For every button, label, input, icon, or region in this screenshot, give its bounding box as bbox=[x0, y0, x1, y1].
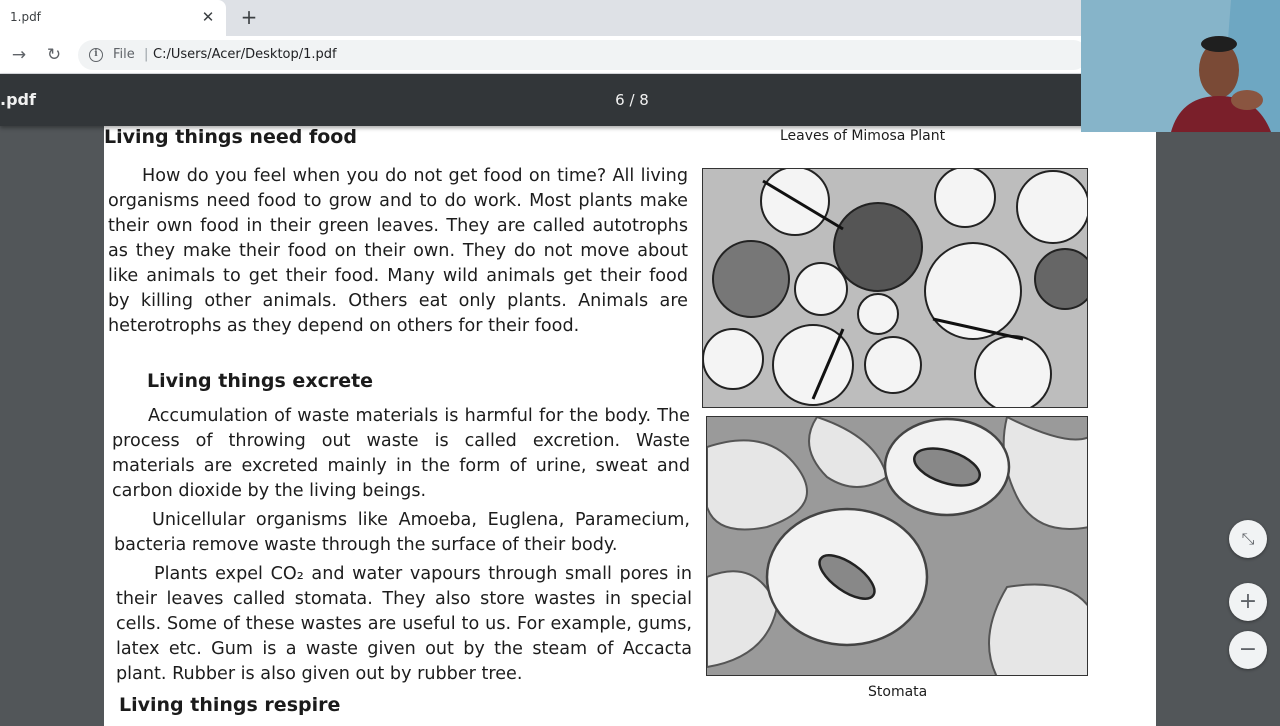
tab-title: 1.pdf bbox=[10, 10, 41, 24]
zoom-out-button[interactable]: − bbox=[1229, 631, 1267, 669]
presenter-avatar bbox=[1081, 0, 1280, 132]
heading-food: Living things need food bbox=[104, 126, 357, 148]
url-text[interactable]: C:/Users/Acer/Desktop/1.pdf bbox=[153, 47, 337, 62]
document-title: .pdf bbox=[0, 90, 36, 109]
info-icon[interactable]: i bbox=[89, 48, 103, 62]
figure-stomata bbox=[706, 416, 1088, 676]
paragraph-food: How do you feel when you do not get food on time? All living organisms need food to grow and to do work. Most plants make their own food in their green leaves. They are called autotrophs as they make their food on their own. They do not move about like animals to get their food. Many wild animals get their food by killing other animals. Others eat only plants. Animals are heterotrophs as they depend on others for their food. bbox=[108, 166, 688, 336]
new-tab-button[interactable]: + bbox=[240, 5, 258, 29]
paragraph-excretion: Accumulation of waste materials is harmful for the body. The process of throwing out waste is called excretion. Waste materials are excreted mainly in the form of urine, sweat and carbon dioxide by the living beings. bbox=[112, 406, 690, 501]
close-icon[interactable]: ✕ bbox=[201, 8, 215, 26]
heading-respire: Living things respire bbox=[119, 694, 341, 716]
fit-to-page-button[interactable]: ⤡ bbox=[1229, 520, 1267, 558]
reload-icon[interactable]: ↻ bbox=[46, 45, 62, 65]
paragraph-unicellular: Unicellular organisms like Amoeba, Euglena, Paramecium, bacteria remove waste through the surface of their body. bbox=[114, 510, 690, 555]
page-indicator[interactable]: 6 / 8 bbox=[615, 91, 649, 109]
paragraph-stomata: Plants expel CO₂ and water vapours through small pores in their leaves called stomata. They also store wastes in special cells. Some of these wastes are useful to us. For example, gums, latex etc. Gum is a waste given out by the steam of Accacta plant. Rubber is also given out by rubber tree. bbox=[116, 564, 692, 684]
figure-mimosa bbox=[702, 168, 1088, 408]
forward-icon[interactable]: → bbox=[11, 45, 27, 65]
pdf-page bbox=[104, 126, 1156, 726]
scheme-separator: | bbox=[144, 47, 149, 62]
webcam-overlay bbox=[1081, 0, 1280, 132]
zoom-in-button[interactable]: + bbox=[1229, 583, 1267, 621]
scheme-label: File bbox=[113, 47, 135, 62]
caption-stomata: Stomata bbox=[868, 684, 928, 700]
address-bar[interactable] bbox=[78, 40, 1088, 70]
heading-excrete: Living things excrete bbox=[147, 370, 374, 392]
tab-pdf[interactable] bbox=[0, 0, 226, 36]
stomata-illustration bbox=[707, 417, 1088, 676]
dishes-illustration bbox=[703, 169, 1088, 408]
caption-mimosa: Leaves of Mimosa Plant bbox=[780, 128, 946, 144]
